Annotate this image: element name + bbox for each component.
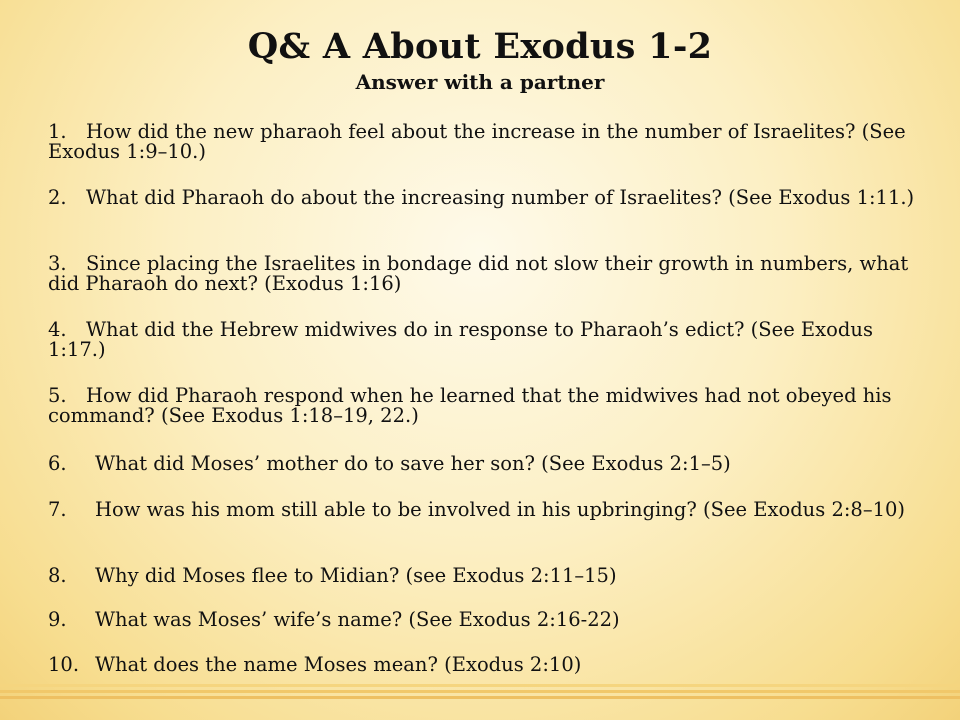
question-text: What was Moses’ wife’s name? (See Exodus 2:16-22) [95,608,620,631]
question-text: How was his mom still able to be involved in his upbringing? (See Exodus 2:8–10) [95,498,906,521]
question-number: 9. [48,608,67,631]
question-number: 7. [48,498,67,521]
question-6 [48,454,928,474]
question-text: What did Pharaoh do about the increasing number of Israelites? (See Exodus 1:11.) [86,186,915,209]
question-number: 4. [48,318,67,341]
question-number: 6. [48,452,67,475]
question-text: What did the Hebrew midwives do in response to Pharaoh’s edict? (See Exodus 1:17.) [48,318,873,361]
question-7 [48,500,928,520]
question-3 [48,254,928,294]
question-text: How did Pharaoh respond when he learned that the midwives had not obeyed his command? (See Exodus 1:18–19, 22.) [48,384,892,427]
question-text: Why did Moses flee to Midian? (see Exodus 2:11–15) [95,564,617,587]
question-text: What does the name Moses mean? (Exodus 2:10) [95,653,582,676]
question-9 [48,610,928,630]
decorative-stripe [0,690,960,693]
question-text: What did Moses’ mother do to save her son? (See Exodus 2:1–5) [95,452,731,475]
decorative-stripe [0,696,960,699]
question-4 [48,320,928,360]
question-number: 8. [48,564,67,587]
question-number: 3. [48,252,67,275]
question-number: 10. [48,653,80,676]
slide-title: Q& A About Exodus 1-2 [247,26,713,67]
question-number: 5. [48,384,67,407]
question-5 [48,386,928,426]
question-text: How did the new pharaoh feel about the increase in the number of Israelites? (See Exodus 1:9–10.) [48,120,906,163]
question-8 [48,566,928,586]
decorative-stripe [0,684,960,687]
question-2 [48,188,928,208]
question-10 [48,655,928,675]
question-1 [48,122,928,162]
question-number: 1. [48,120,67,143]
question-number: 2. [48,186,67,209]
slide-subtitle: Answer with a partner [355,70,605,94]
question-text: Since placing the Israelites in bondage did not slow their growth in numbers, what did Pharaoh do next? (Exodus 1:16) [48,252,909,295]
